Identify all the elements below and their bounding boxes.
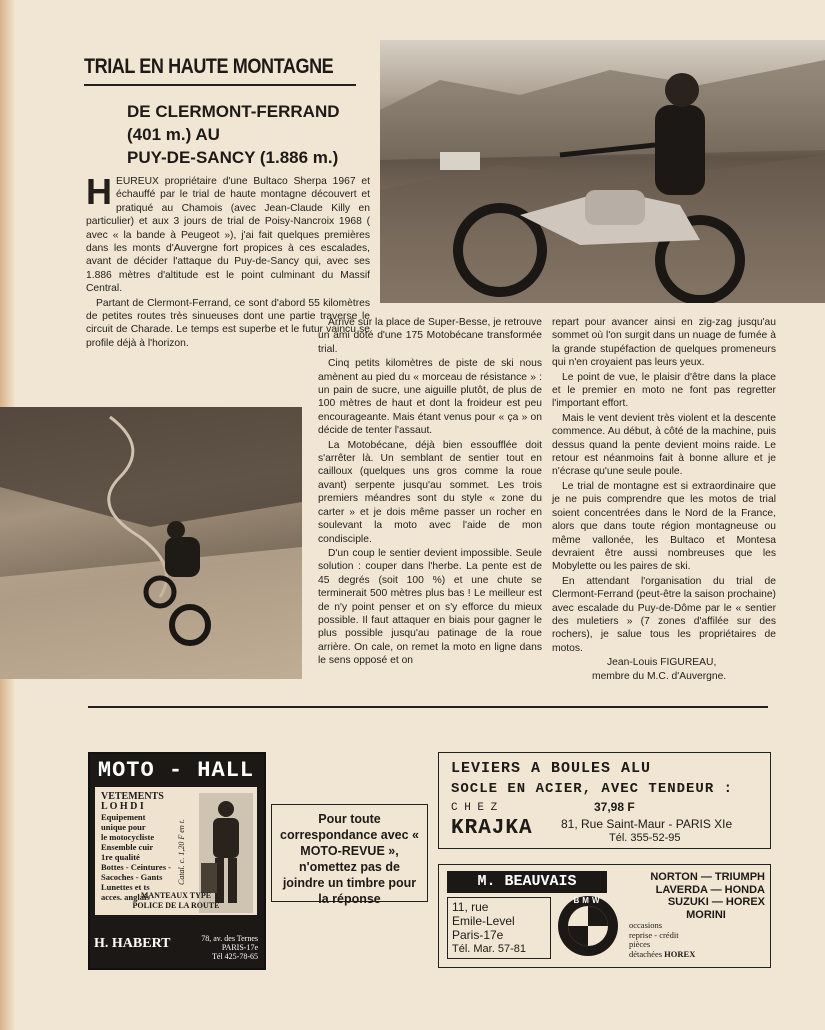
ad-beauvais-brands (629, 871, 765, 921)
service-detachees: détachées (629, 948, 663, 959)
paragraph: La Motobécane, déjà bien essoufflée doit s'arrêter là. Un semblant de sentier tout en cailloux (quelques uns gros comme la roue avant) serpente jusqu'au sommet. Les trois premiers méandres sont du style « zone du carter » et je dois même passer un rocher en soulevant la moto avec l'aide de mon condisciple. (318, 439, 542, 545)
signature: Jean-Louis FIGUREAU, (607, 657, 717, 669)
ad-line: Tél. Mar. 57-81 (452, 943, 526, 955)
paragraph: En attendant l'organisation du trial de Clermont-Ferrand (peut-être la saison prochaine) avec escalade du Puy-de-Dôme par le « sentier des muletiers » (7 zones d'affilée sur des rochers), je salue tous les propriétaires de motos. (552, 575, 776, 654)
photo-rider-slope (0, 407, 302, 679)
ad-moto-hall-manteaux (95, 891, 257, 911)
service-line: pièces (629, 939, 651, 949)
subtitle-line: PUY-DE-SANCY (1.886 m.) (127, 148, 339, 167)
ad-moto-hall (88, 752, 266, 970)
drop-cap: H (86, 171, 112, 212)
paragraph: Cinq petits kilomètres de piste de ski nous amènent au pied du « morceau de résistance » : un pain de sucre, une aiguille plutôt, de plus de 100 mètres de haut et dont la froideur est peu encourageante. Mais étant venus pour « ça » on décide de tenter l'assaut. (318, 358, 542, 437)
paragraph (86, 171, 370, 296)
ad-line: Tél 425-78-65 (212, 952, 258, 961)
ad-krajka-line1: LEVIERS A BOULES ALU (451, 760, 652, 777)
ad-line: MANTEAUX TYPE (140, 891, 212, 900)
ad-beauvais (438, 864, 771, 968)
ad-beauvais-services (629, 921, 769, 959)
notice-box (271, 804, 428, 906)
paragraph: Arrivé sur la place de Super-Besse, je retrouve un ami doté d'une 175 Motobécane transformée trial. (318, 317, 542, 355)
ad-line: Bottes - Ceintures - Sacoches - Gants (101, 862, 171, 882)
ad-line: Equipement (101, 812, 146, 822)
title-rule (84, 84, 356, 86)
ad-moto-hall-footer (94, 934, 258, 964)
service-line: occasions (629, 920, 663, 930)
brand-line: NORTON — TRIUMPH (650, 871, 765, 883)
paragraph: Le trial de montagne est si extraordinaire que je ne puis comprendre que les motos de trial soient concentrées dans le Nord de la France, alors que dans toute région montagneuse ou même vallonée, les Bultaco et Montesa devraient être aussi nombreuses que les Mobylette ou les paires de ski. (552, 480, 776, 573)
article-column-2 (318, 316, 542, 669)
ad-krajka-tel: Tél. 355-52-95 (609, 832, 681, 844)
ad-line: Ensemble cuir (101, 842, 154, 852)
ad-moto-hall-panel (95, 787, 257, 915)
ad-krajka (438, 752, 771, 849)
ad-line: VETEMENTS (101, 791, 164, 802)
photo-rider-slope-illustration (0, 407, 302, 679)
ad-line: POLICE DE LA ROUTE (132, 901, 220, 910)
ad-line: 1re qualité (101, 852, 140, 862)
ad-line: le motocycliste (101, 832, 155, 842)
paragraph: Mais le vent devient très violent et la descente commence. Au début, à côté de la machine, puis dessus quand la pente devient moins raide. Le retour est néanmoins fait à bonne allure et je n'écrase qu'une seule poule. (552, 412, 776, 478)
ad-beauvais-address (447, 897, 551, 959)
bmw-logo-text: BMW (573, 896, 603, 905)
signature-affiliation: membre du M.C. d'Auvergne. (592, 670, 727, 682)
ad-beauvais-name: M. BEAUVAIS (477, 873, 577, 890)
paragraph: Le point de vue, le plaisir d'être dans la place et le premier en moto ne font pas regretter l'important effort. (552, 371, 776, 410)
paragraph: repart pour avancer ainsi en zig-zag jusqu'au sommet où l'on surgit dans un nuage de fumée à la grande stupéfaction de quelques promeneurs qui n'en croyaient pas leurs yeux. (552, 317, 776, 369)
ad-catalog-note: Catal. c. 1,20 F en t. (177, 819, 186, 885)
brand-line: SUZUKI — HOREX (667, 896, 765, 908)
ad-line: unique pour (101, 822, 146, 832)
photo-rider-mountain-illustration (380, 40, 825, 303)
subtitle-line: DE CLERMONT-FERRAND (127, 102, 340, 121)
bmw-logo (557, 895, 619, 957)
service-line (629, 950, 769, 960)
ad-moto-hall-title: MOTO - HALL (97, 758, 255, 783)
service-horex: HOREX (664, 948, 696, 959)
article-title: TRIAL EN HAUTE MONTAGNE (84, 55, 334, 78)
brand-line: LAVERDA — HONDA (655, 883, 765, 896)
ad-line: acces. anglais (101, 892, 150, 902)
ad-line: 78, av. des Ternes (201, 934, 258, 943)
ad-krajka-line2: SOCLE EN ACIER, AVEC TENDEUR : (451, 781, 734, 797)
section-separator (88, 706, 768, 708)
article-subtitle (127, 100, 367, 169)
ad-line: Emile-Level (452, 914, 515, 928)
ad-moto-hall-addr (176, 934, 258, 961)
article-column-3 (552, 316, 776, 683)
paragraph: D'un coup le sentier devient impossible. Seule solution : couper dans l'herbe. La pente est de 45 degrés (soit 100 %) et une chute se terminerait 500 mètres plus bas ! Le meilleur est de n'y point penser et on s'y efforce du mieux possible. Il faut attaquer en biais pour gagner le plus possible jusqu'au patinage de la roue arrière. On cale, on remet la moto en ligne dans le sens opposé et on (318, 547, 542, 667)
photo-rider-mountain (380, 40, 825, 303)
ad-krajka-chez: C H E Z (451, 802, 498, 814)
ad-line: Paris-17e (452, 928, 504, 942)
subtitle-line: (401 m.) AU (127, 125, 220, 144)
ad-krajka-name: KRAJKA (451, 817, 533, 840)
ad-line: PARIS-17e (221, 943, 258, 952)
brand-line: MORINI (686, 908, 726, 921)
ad-line: L O H D I (101, 801, 144, 812)
notice-text: Pour toute correspondance avec « MOTO-REVUE », n'omettez pas de joindre un timbre pour la réponse (280, 812, 419, 906)
ad-line: 11, rue (452, 900, 489, 914)
paragraph: Partant de Clermont-Ferrand, ce sont d'abord 55 kilomètres de petites routes très sinueuses dont une partie traverse le circuit de Charade. Le temps est superbe et le futur vaincu se profile déjà à l'horizon. (86, 297, 370, 349)
service-line: reprise - crédit (629, 929, 679, 940)
ad-krajka-price: 37,98 F (594, 800, 635, 814)
ad-line: Lunettes et ts (101, 882, 150, 892)
paragraph-text: EUREUX propriétaire d'une Bultaco Sherpa 1967 et échauffé par le trial de haute montagne découvert et pratiqué au Chamois (avec Jean-Claude Killy en particulier) et aux 3 jours de trial de Poisy-Nancroix 1968 ( avec « la bande à Peugeot »), j'ai fait quelques premières dans les monts d'Auvergne fort propices à ces escalades, avant de décider l'attaque du Puy-de-Sancy qui, avec ses 1.886 mètres d'altitude est le point culminant du Massif Central. (86, 176, 370, 295)
ad-moto-hall-name: H. HABERT (94, 936, 171, 951)
ad-krajka-address: 81, Rue Saint-Maur - PARIS XIe (561, 817, 733, 831)
ad-beauvais-name-bar (447, 871, 607, 893)
